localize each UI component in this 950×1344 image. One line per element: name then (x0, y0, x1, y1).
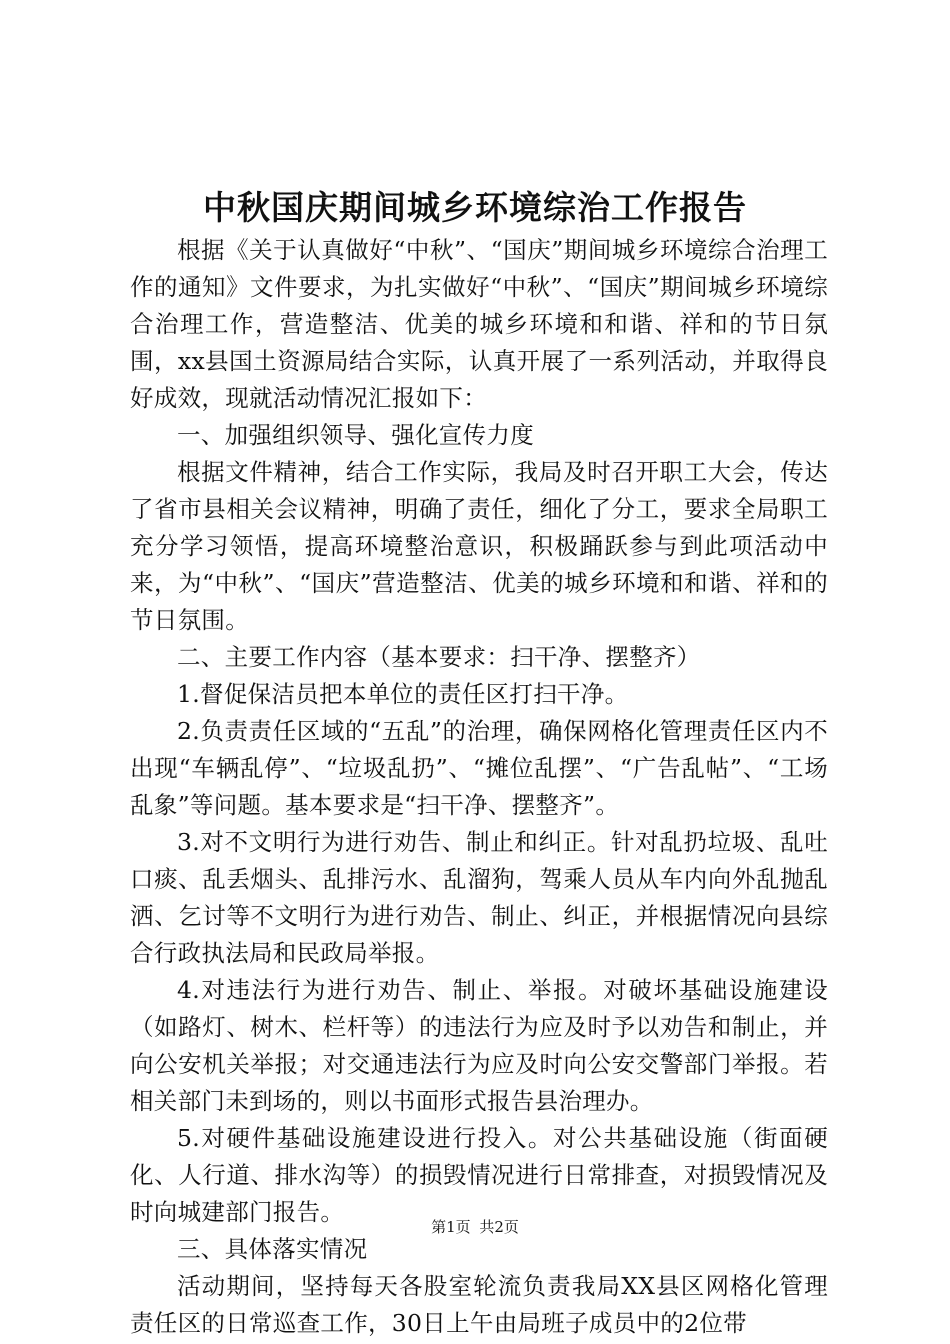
page-footer (0, 1216, 950, 1237)
paragraph-intro: 根据《关于认真做好“中秋”、“国庆”期间城乡环境综合治理工作的通知》文件要求，为扎实做好“中秋”、“国庆”期间城乡环境综合治理工作，营造整洁、优美的城乡环境和和谐、祥和的节日氛围，xx县国土资源局结合实际，认真开展了一系列活动，并取得良好成效，现就活动情况汇报如下： (130, 236, 828, 412)
page-number: 第1页 (431, 1218, 471, 1236)
list-item-3: 3.对不文明行为进行劝告、制止和纠正。针对乱扔垃圾、乱吐口痰、乱丢烟头、乱排污水、乱溜狗，驾乘人员从车内向外乱抛乱洒、乞讨等不文明行为进行劝告、制止、纠正，并根据情况向县综合行政执法局和民政局举报。 (130, 828, 828, 967)
document-body (130, 232, 828, 1342)
section-heading-1: 一、加强组织领导、强化宣传力度 (177, 421, 534, 449)
document-title: 中秋国庆期间城乡环境综治工作报告 (203, 188, 747, 227)
section-heading-3: 三、具体落实情况 (177, 1235, 368, 1263)
list-item-4: 4.对违法行为进行劝告、制止、举报。对破坏基础设施建设（如路灯、树木、栏杆等）的违法行为应及时予以劝告和制止，并向公安机关举报；对交通违法行为应及时向公安交警部门举报。若相关部门未到场的，则以书面形式报告县治理办。 (130, 976, 828, 1115)
list-item-1: 1.督促保洁员把本单位的责任区打扫干净。 (177, 680, 629, 708)
section-heading-2: 二、主要工作内容（基本要求：扫干净、摆整齐） (177, 643, 701, 671)
list-item-5: 5.对硬件基础设施建设进行投入。对公共基础设施（街面硬化、人行道、排水沟等）的损毁情况进行日常排查，对损毁情况及时向城建部门报告。 (130, 1124, 828, 1226)
page-total: 共2页 (479, 1218, 519, 1236)
paragraph-section-1: 根据文件精神，结合工作实际，我局及时召开职工大会，传达了省市县相关会议精神，明确了责任，细化了分工，要求全局职工充分学习领悟，提高环境整治意识，积极踊跃参与到此项活动中来，为“中秋”、“国庆”营造整洁、优美的城乡环境和和谐、祥和的节日氛围。 (130, 458, 828, 634)
paragraph-section-3: 活动期间，坚持每天各股室轮流负责我局XX县区网格化管理责任区的日常巡查工作，30日上午由局班子成员中的2位带 (130, 1272, 828, 1337)
list-item-2: 2.负责责任区域的“五乱”的治理，确保网格化管理责任区内不出现“车辆乱停”、“垃圾乱扔”、“摊位乱摆”、“广告乱帖”、“工场乱象”等问题。基本要求是“扫干净、摆整齐”。 (130, 717, 828, 819)
